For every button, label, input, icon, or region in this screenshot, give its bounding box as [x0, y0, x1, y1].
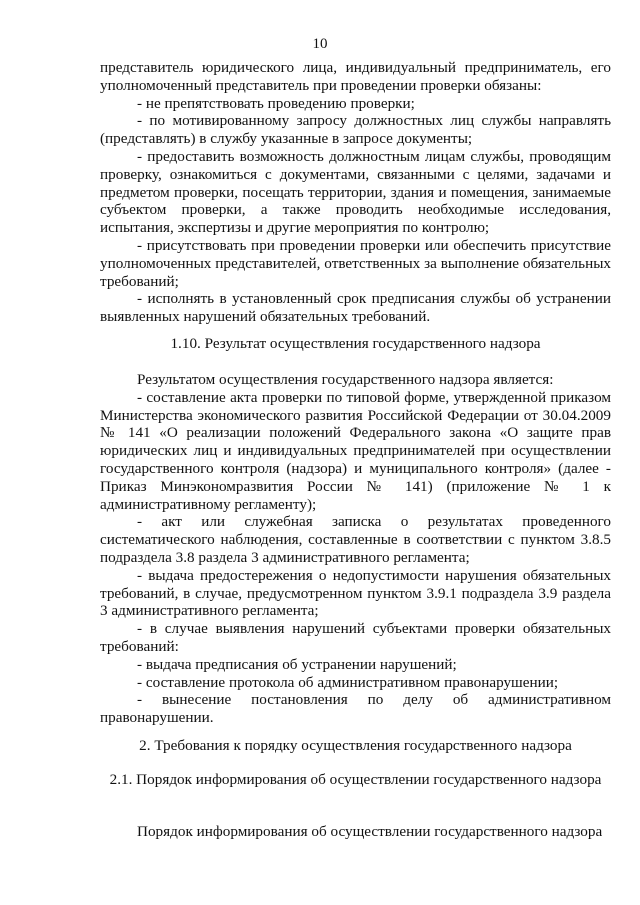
- result-item-5: - выдача предписания об устранении нарушений;: [137, 655, 457, 673]
- result-item-4: - в случае выявления нарушений субъектами проверки обязательных требований:: [100, 620, 611, 655]
- section-heading-1-10: 1.10. Результат осуществления государственного надзора: [170, 335, 541, 352]
- obligation-item-4: - присутствовать при проведении проверки или обеспечить присутствие уполномоченных представителей, ответственных за выполнение обязательных требований;: [100, 236, 611, 290]
- section-heading-2-1: 2.1. Порядок информирования об осуществлении государственного надзора: [109, 771, 602, 788]
- paragraph-obligations-intro: представитель юридического лица, индивидуальный предприниматель, его уполномоченный представитель при проведении проверки обязаны:: [100, 59, 611, 94]
- paragraph-informing: Порядок информирования об осуществлении государственного надзора: [137, 823, 603, 840]
- result-section: [100, 371, 611, 727]
- obligation-item-3: - предоставить возможность должностным лицам службы, проводящим проверку, ознакомиться с документами, связанными с целями, задачами и предметом проверки, посещать территории, здания и помещения, занимаемые субъектом проверки, а также проводить необходимые исследования, испытания, экспертизы и другие мероприятия по контролю;: [100, 147, 611, 237]
- result-item-1: - составление акта проверки по типовой форме, утвержденной приказом Министерства экономического развития Российской Федерации от 30.04.2009 № 141 «О реализации положений Федерального закона «О защите прав юридических лиц и индивидуальных предпринимателей при осуществлении государственного контроля (надзора) и муниципального контроля» (далее - Приказ Минэкономразвития России № 141) (приложение № 1 к административному регламенту);: [100, 388, 611, 513]
- informing-section: [100, 823, 611, 841]
- obligation-item-5: - исполнять в установленный срок предписания службы об устранении выявленных нарушений обязательных требований.: [100, 290, 611, 326]
- result-item-3: - выдача предостережения о недопустимости нарушения обязательных требований, в случае, предусмотренном пунктом 3.9.1 подраздела 3.9 раздела 3 административного регламента;: [100, 566, 611, 620]
- result-item-6: - составление протокола об административном правонарушении;: [137, 673, 559, 691]
- section-heading-2: 2. Требования к порядку осуществления государственного надзора: [139, 737, 572, 754]
- obligations-section: [100, 59, 611, 326]
- paragraph-result-intro: Результатом осуществления государственного надзора является:: [137, 371, 554, 388]
- result-item-2: - акт или служебная записка о результатах проведенного систематического наблюдения, составленные в соответствии с пунктом 3.8.5 подраздела 3.8 раздела 3 административного регламента;: [100, 513, 611, 566]
- page-number: 10: [312, 36, 328, 52]
- result-item-7: - вынесение постановления по делу об административном правонарушении.: [100, 691, 611, 727]
- obligation-item-2: - по мотивированному запросу должностных лиц службы направлять (представлять) в службу указанные в запросе документы;: [100, 112, 611, 148]
- obligation-item-1: - не препятствовать проведению проверки;: [137, 94, 415, 112]
